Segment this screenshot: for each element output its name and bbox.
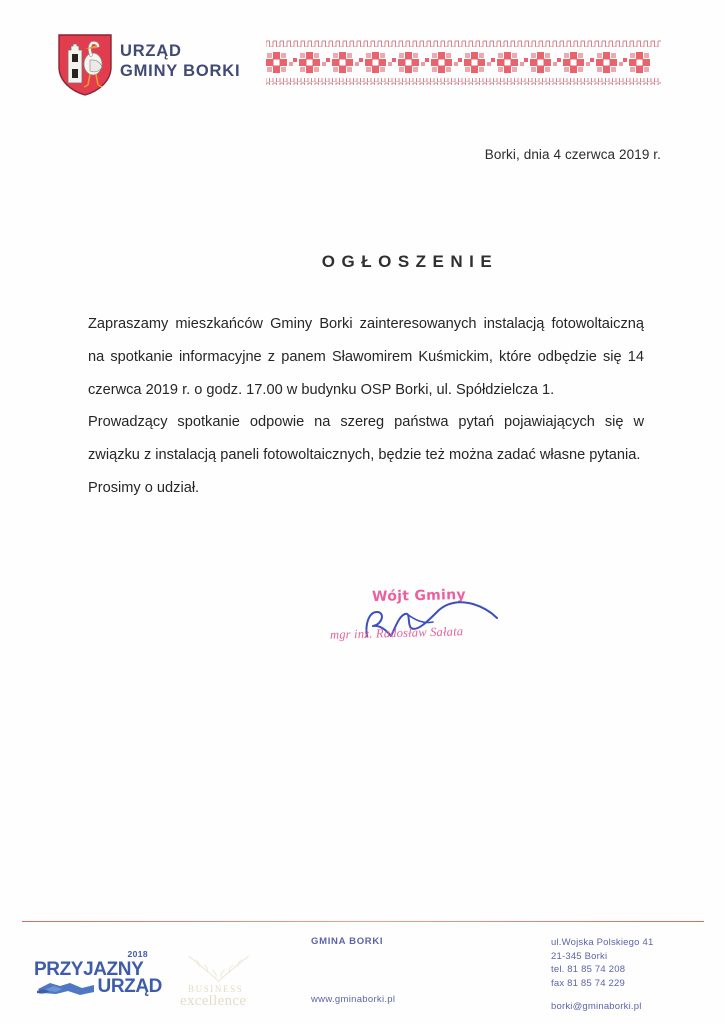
footer-email-link[interactable]: borki@gminaborki.pl [551, 1001, 642, 1012]
body-paragraph-2: Prowadzący spotkanie odpowie na szereg państwa pytań pojawiających się w związku z instalacją paneli fotowoltaicznych, będzie też można zadać własne pytania. [88, 414, 644, 464]
org-title-line-1: URZĄD [120, 42, 182, 60]
signature-role: Wójt Gminy [371, 587, 467, 605]
logo-year: 2018 [127, 949, 148, 959]
footer-contact-block [551, 936, 653, 1014]
coat-of-arms-icon [57, 33, 113, 97]
folk-ornament-band [266, 40, 661, 86]
footer-organization-name: GMINA BORKI [311, 936, 384, 947]
signature-block [330, 588, 520, 650]
handshake-icon [36, 977, 96, 996]
footer-address-city: 21-345 Borki [551, 950, 608, 962]
signature-name: mgr inż. Radosław Sałata [329, 624, 464, 642]
footer-divider [22, 921, 704, 922]
document-header [0, 30, 725, 105]
document-body [88, 308, 644, 505]
logo-line-1: PRZYJAZNY [34, 959, 144, 980]
business-excellence-logo [172, 952, 277, 1014]
excellence-line-1: BUSINESS [188, 984, 244, 994]
przyjazny-urzad-logo [34, 950, 162, 996]
footer-phone: tel. 81 85 74 208 [551, 964, 626, 975]
laurel-icon [180, 952, 270, 986]
body-paragraph-1: Zapraszamy mieszkańców Gminy Borki zainteresowanych instalacją fotowoltaiczną na spotkanie informacyjne z panem Sławomirem Kuśmickim, które odbędzie się 14 czerwca 2019 r. o godz. 17.00 w budynku OSP Borki, ul. Spółdzielcza 1. [88, 316, 644, 398]
organization-title [120, 41, 240, 81]
logo-line-2: URZĄD [97, 976, 162, 997]
body-paragraph-3: Prosimy o udział. [88, 479, 200, 496]
document-title: OGŁOSZENIE [321, 252, 499, 271]
footer-website-link[interactable]: www.gminaborki.pl [311, 994, 396, 1005]
date-line: Borki, dnia 4 czerwca 2019 r. [484, 147, 661, 162]
footer-fax: fax 81 85 74 229 [551, 977, 625, 989]
footer-address-street: ul.Wojska Polskiego 41 [551, 937, 654, 948]
footer-organization-block [311, 936, 396, 1005]
excellence-line-2: excellence [180, 993, 247, 1009]
org-title-line-2: GMINY BORKI [120, 62, 241, 80]
